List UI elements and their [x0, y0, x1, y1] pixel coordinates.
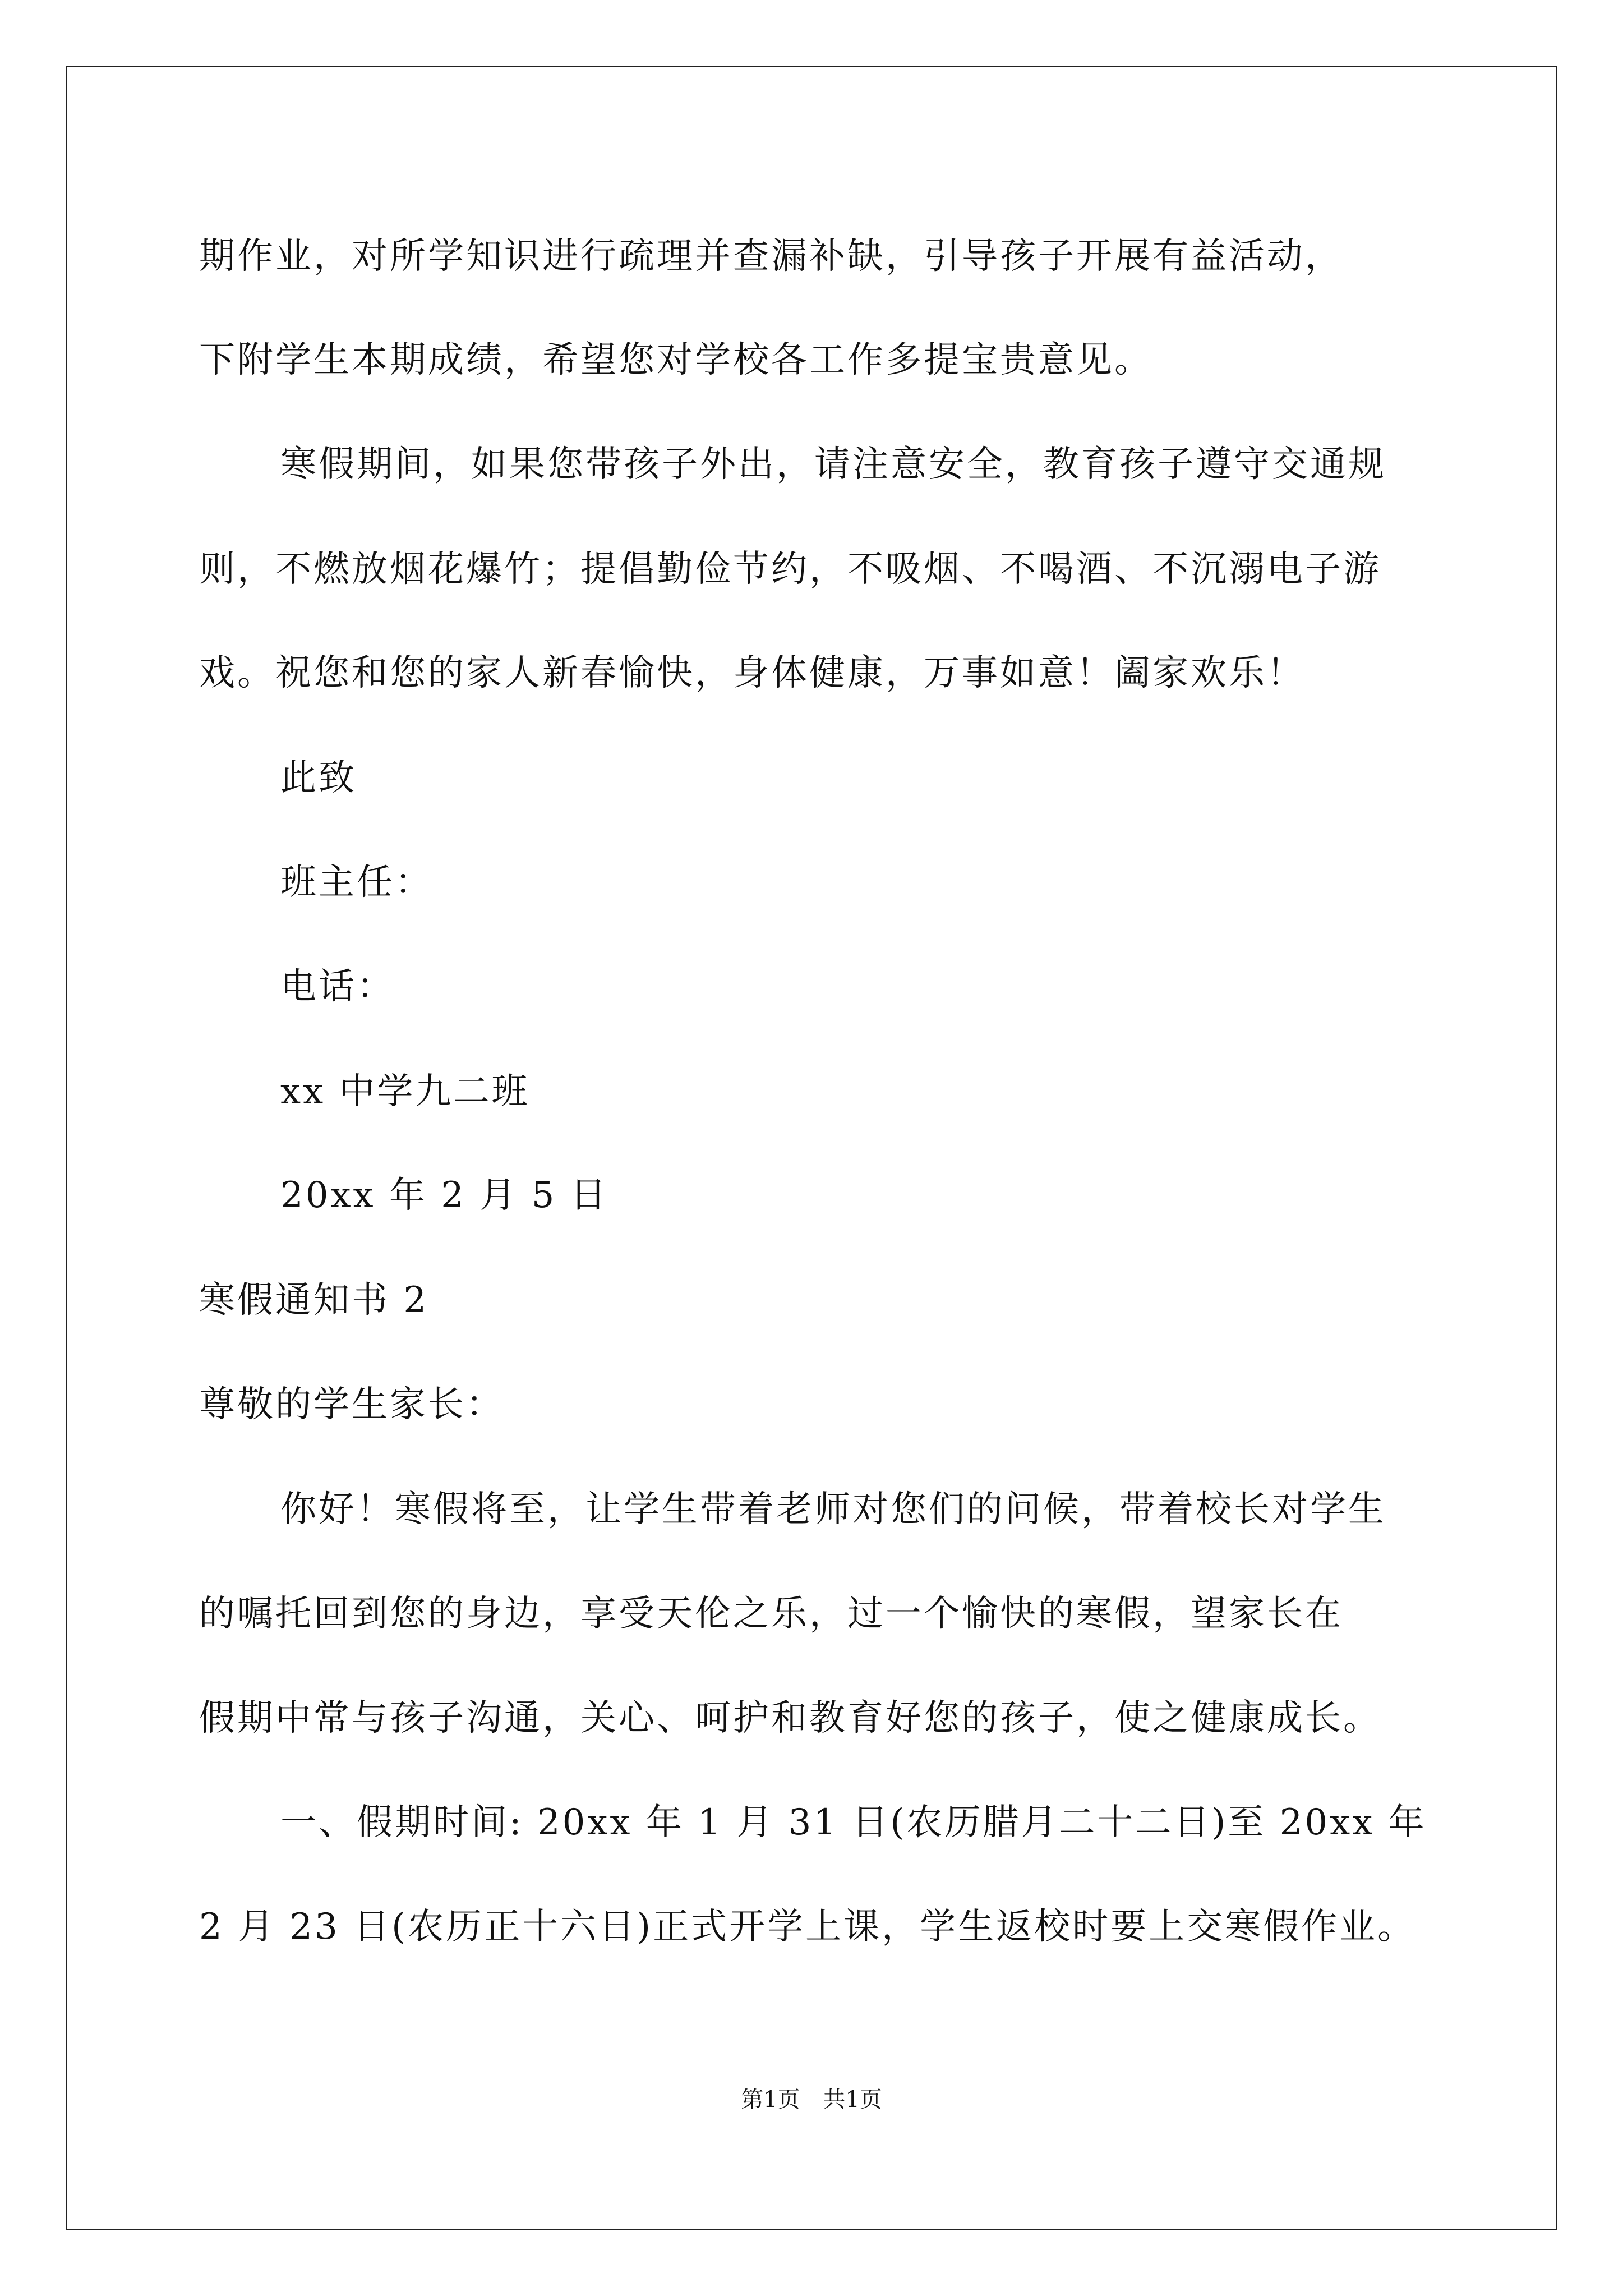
teacher-label: 班主任：: [280, 862, 433, 903]
text-line: 则，不燃放烟花爆竹；提倡勤俭节约，不吸烟、不喝酒、不沉溺电子游: [199, 549, 1381, 590]
page-footer: [0, 2086, 1623, 2114]
text-line: 的嘱托回到您的身边，享受天伦之乐，过一个愉快的寒假，望家长在: [199, 1593, 1343, 1635]
school-name: xx 中学九二班: [280, 1071, 530, 1112]
page-total: 共1页: [823, 2087, 882, 2113]
greeting: 尊敬的学生家长：: [199, 1384, 504, 1425]
text-line: 一、假期时间: 20xx 年 1 月 31 日(农历腊月二十二日)至 20xx 年: [280, 1802, 1427, 1843]
text-line: 假期中常与孩子沟通，关心、呵护和教育好您的孩子，使之健康成长。: [199, 1697, 1381, 1739]
text-line: 2 月 23 日(农历正十六日)正式开学上课，学生返校时要上交寒假作业。: [199, 1906, 1416, 1948]
text-line: 戏。祝您和您的家人新春愉快，身体健康，万事如意！阖家欢乐！: [199, 652, 1305, 694]
text-line: 期作业，对所学知识进行疏理并查漏补缺，引导孩子开展有益活动，: [199, 236, 1343, 277]
text-line: 寒假期间，如果您带孩子外出，请注意安全，教育孩子遵守交通规: [280, 444, 1386, 485]
text-line: 下附学生本期成绩，希望您对学校各工作多提宝贵意见。: [199, 339, 1152, 381]
letter-date: 20xx 年 2 月 5 日: [280, 1175, 608, 1216]
page-number: 第1页: [741, 2087, 800, 2113]
phone-label: 电话：: [280, 966, 395, 1007]
closing-text: 此致: [280, 757, 357, 799]
section-title: 寒假通知书 2: [199, 1280, 429, 1321]
text-line: 你好！寒假将至，让学生带着老师对您们的问候，带着校长对学生: [280, 1489, 1386, 1530]
